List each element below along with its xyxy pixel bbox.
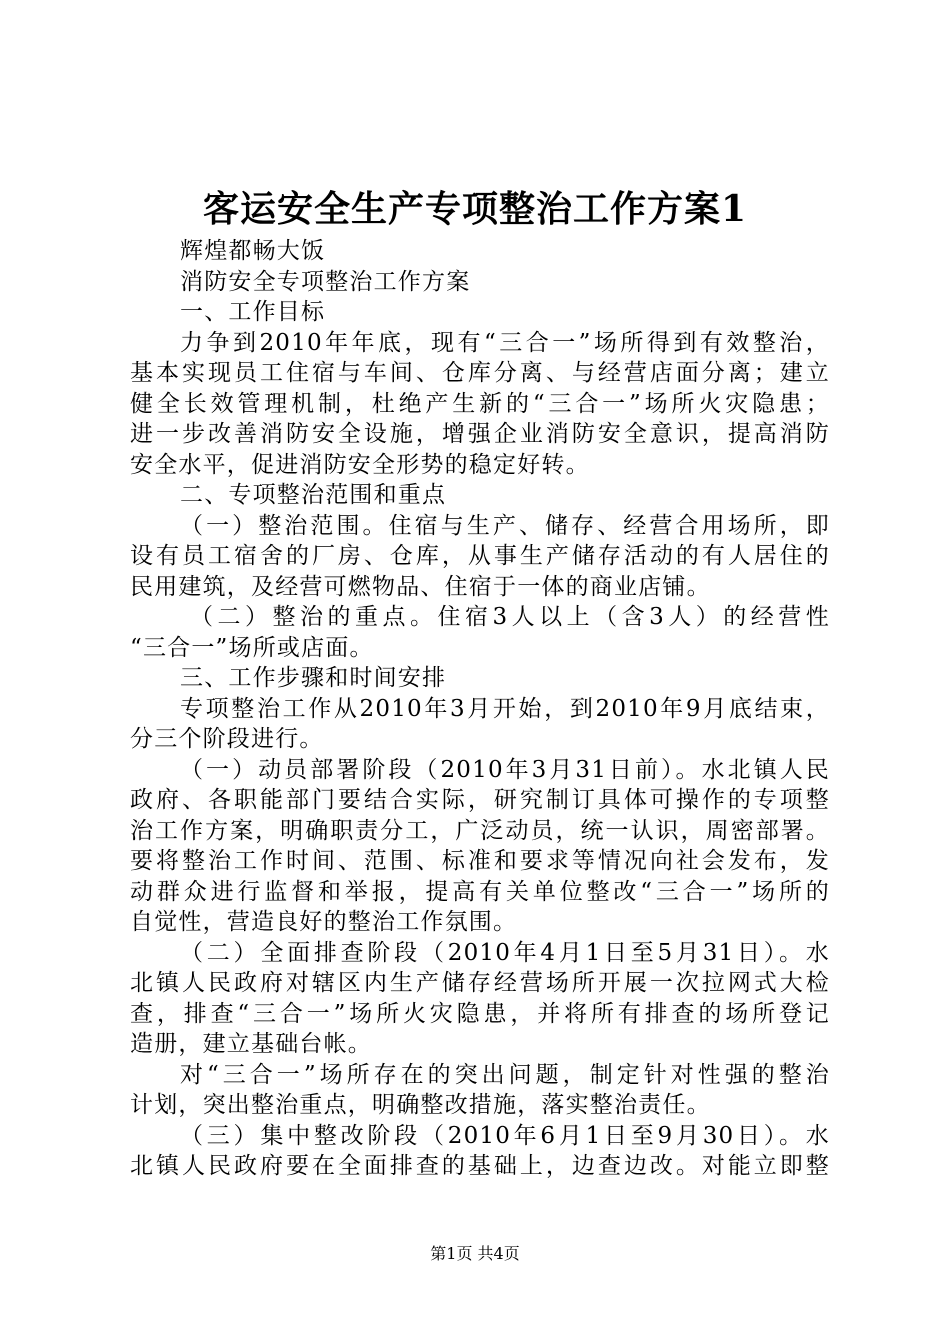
- section-heading: 二、专项整治范围和重点: [180, 482, 447, 508]
- section-heading: 一、工作目标: [180, 299, 326, 325]
- text-line: 民用建筑，及经营可燃物品、住宿于一体的商业店铺。: [130, 573, 711, 600]
- text-line: 动群众进行监督和举报，提高有关单位整改“三合一”场所的: [130, 878, 830, 905]
- text-line: 计划，突出整治重点，明确整改措施，落实整治责任。: [130, 1092, 711, 1118]
- text-line: 健全长效管理机制，杜绝产生新的“三合一”场所火灾隐患；: [130, 390, 830, 417]
- text-line: 设有员工宿舍的厂房、仓库，从事生产储存活动的有人居住的: [130, 543, 830, 569]
- text-line: （一）整治范围。住宿与生产、储存、经营合用场所，即: [180, 512, 830, 539]
- text-line: 造册，建立基础台帐。: [130, 1031, 372, 1057]
- text-line: 进一步改善消防安全设施，增强企业消防安全意识，提高消防: [130, 421, 830, 447]
- text-line: 北镇人民政府要在全面排查的基础上，边查边改。对能立即整: [130, 1153, 830, 1179]
- text-line: 基本实现员工住宿与车间、仓库分离、与经营店面分离；建立: [130, 360, 830, 386]
- text-line: 力争到2010年年底，现有“三合一”场所得到有效整治，: [180, 329, 830, 356]
- text-line: （二）整治的重点。住宿3人以上（含3人）的经营性: [190, 604, 830, 630]
- text-line: （二）全面排查阶段（2010年4月1日至5月31日）。水: [180, 939, 830, 966]
- text-line: 治工作方案，明确职责分工，广泛动员，统一认识，周密部署。: [130, 817, 830, 844]
- text-line: “三合一”场所或店面。: [130, 634, 374, 661]
- document-title: 客运安全生产专项整治工作方案1: [202, 188, 748, 230]
- page-number-footer: 第1页 共4页: [430, 1244, 520, 1263]
- text-line: （三）集中整改阶段（2010年6月1日至9月30日）。水: [180, 1122, 830, 1149]
- text-line: 消防安全专项整治工作方案: [180, 268, 471, 295]
- text-line: 政府、各职能部门要结合实际，研究制订具体可操作的专项整: [130, 787, 830, 813]
- text-line: 查，排查“三合一”场所火灾隐患，并将所有排查的场所登记: [130, 1000, 830, 1027]
- text-line: 北镇人民政府对辖区内生产储存经营场所开展一次拉网式大检: [130, 970, 830, 996]
- text-line: 对“三合一”场所存在的突出问题，制定针对性强的整治: [180, 1061, 830, 1088]
- document-body: [130, 236, 830, 1182]
- text-line: 分三个阶段进行。: [130, 726, 324, 752]
- section-heading: 三、工作步骤和时间安排: [180, 665, 447, 691]
- text-line: （一）动员部署阶段（2010年3月31日前）。水北镇人民: [180, 756, 830, 783]
- text-line: 专项整治工作从2010年3月开始，到2010年9月底结束，: [180, 695, 830, 722]
- text-line: 安全水平，促进消防安全形势的稳定好转。: [130, 451, 590, 478]
- text-line: 辉煌都畅大饭: [180, 238, 326, 264]
- text-line: 要将整治工作时间、范围、标准和要求等情况向社会发布，发: [130, 848, 830, 874]
- text-line: 自觉性，营造良好的整治工作氛围。: [130, 909, 518, 935]
